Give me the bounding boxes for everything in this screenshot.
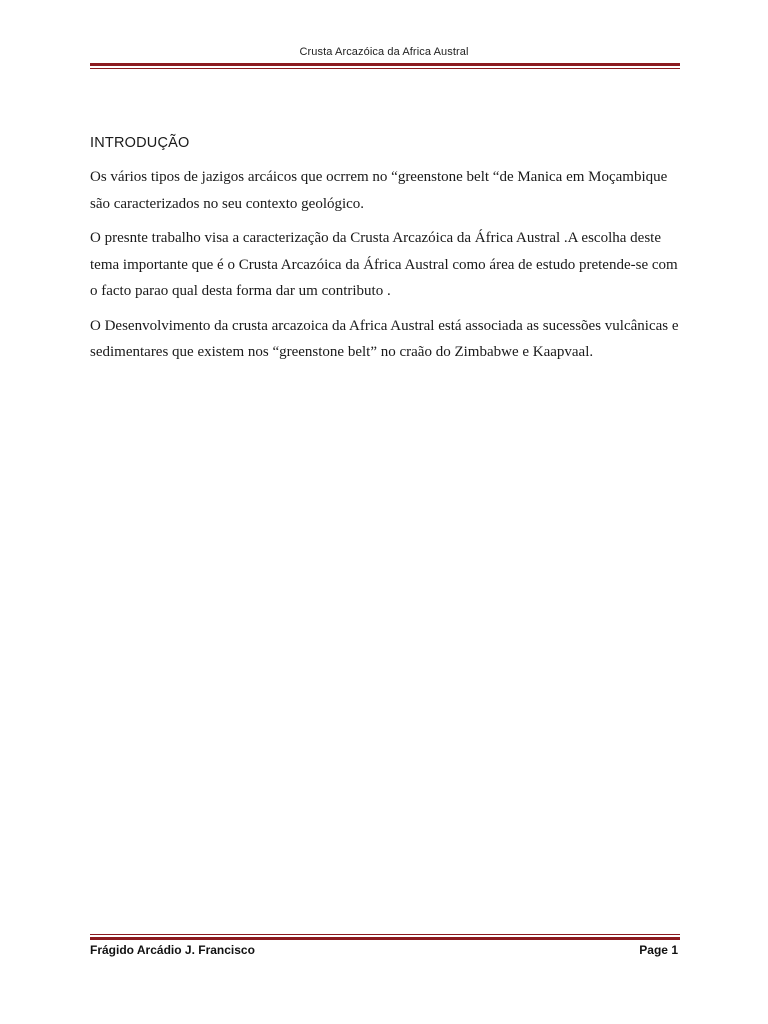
- page-number: Page 1: [639, 943, 678, 957]
- document-body: [90, 130, 682, 374]
- footer-rule-thin: [90, 934, 680, 935]
- footer-author: Frágido Arcádio J. Francisco: [90, 943, 255, 957]
- section-heading: INTRODUÇÃO: [90, 135, 190, 151]
- header-rule-thick: [90, 63, 680, 66]
- header-rule-thin: [90, 68, 680, 69]
- footer-rule-thick: [90, 937, 680, 940]
- paragraph-3: O Desenvolvimento da crusta arcazoica da Africa Austral está associada as sucessões vulcânicas e sedimentares que existem nos “greenstone belt” no craão do Zimbabwe e Kaapvaal.: [90, 317, 679, 360]
- paragraph-2: O presnte trabalho visa a caracterização da Crusta Arcazóica da África Austral .A escolha deste tema importante que é o Crusta Arcazóica da África Austral como área de estudo pretende-se com o facto parao qual desta forma dar um contributo .: [90, 230, 678, 299]
- running-header: Crusta Arcazóica da Africa Austral: [299, 46, 469, 58]
- paragraph-1: Os vários tipos de jazigos arcáicos que ocrrem no “greenstone belt “de Manica em Moçambique são caracterizados no seu contexto geológico.: [90, 169, 668, 212]
